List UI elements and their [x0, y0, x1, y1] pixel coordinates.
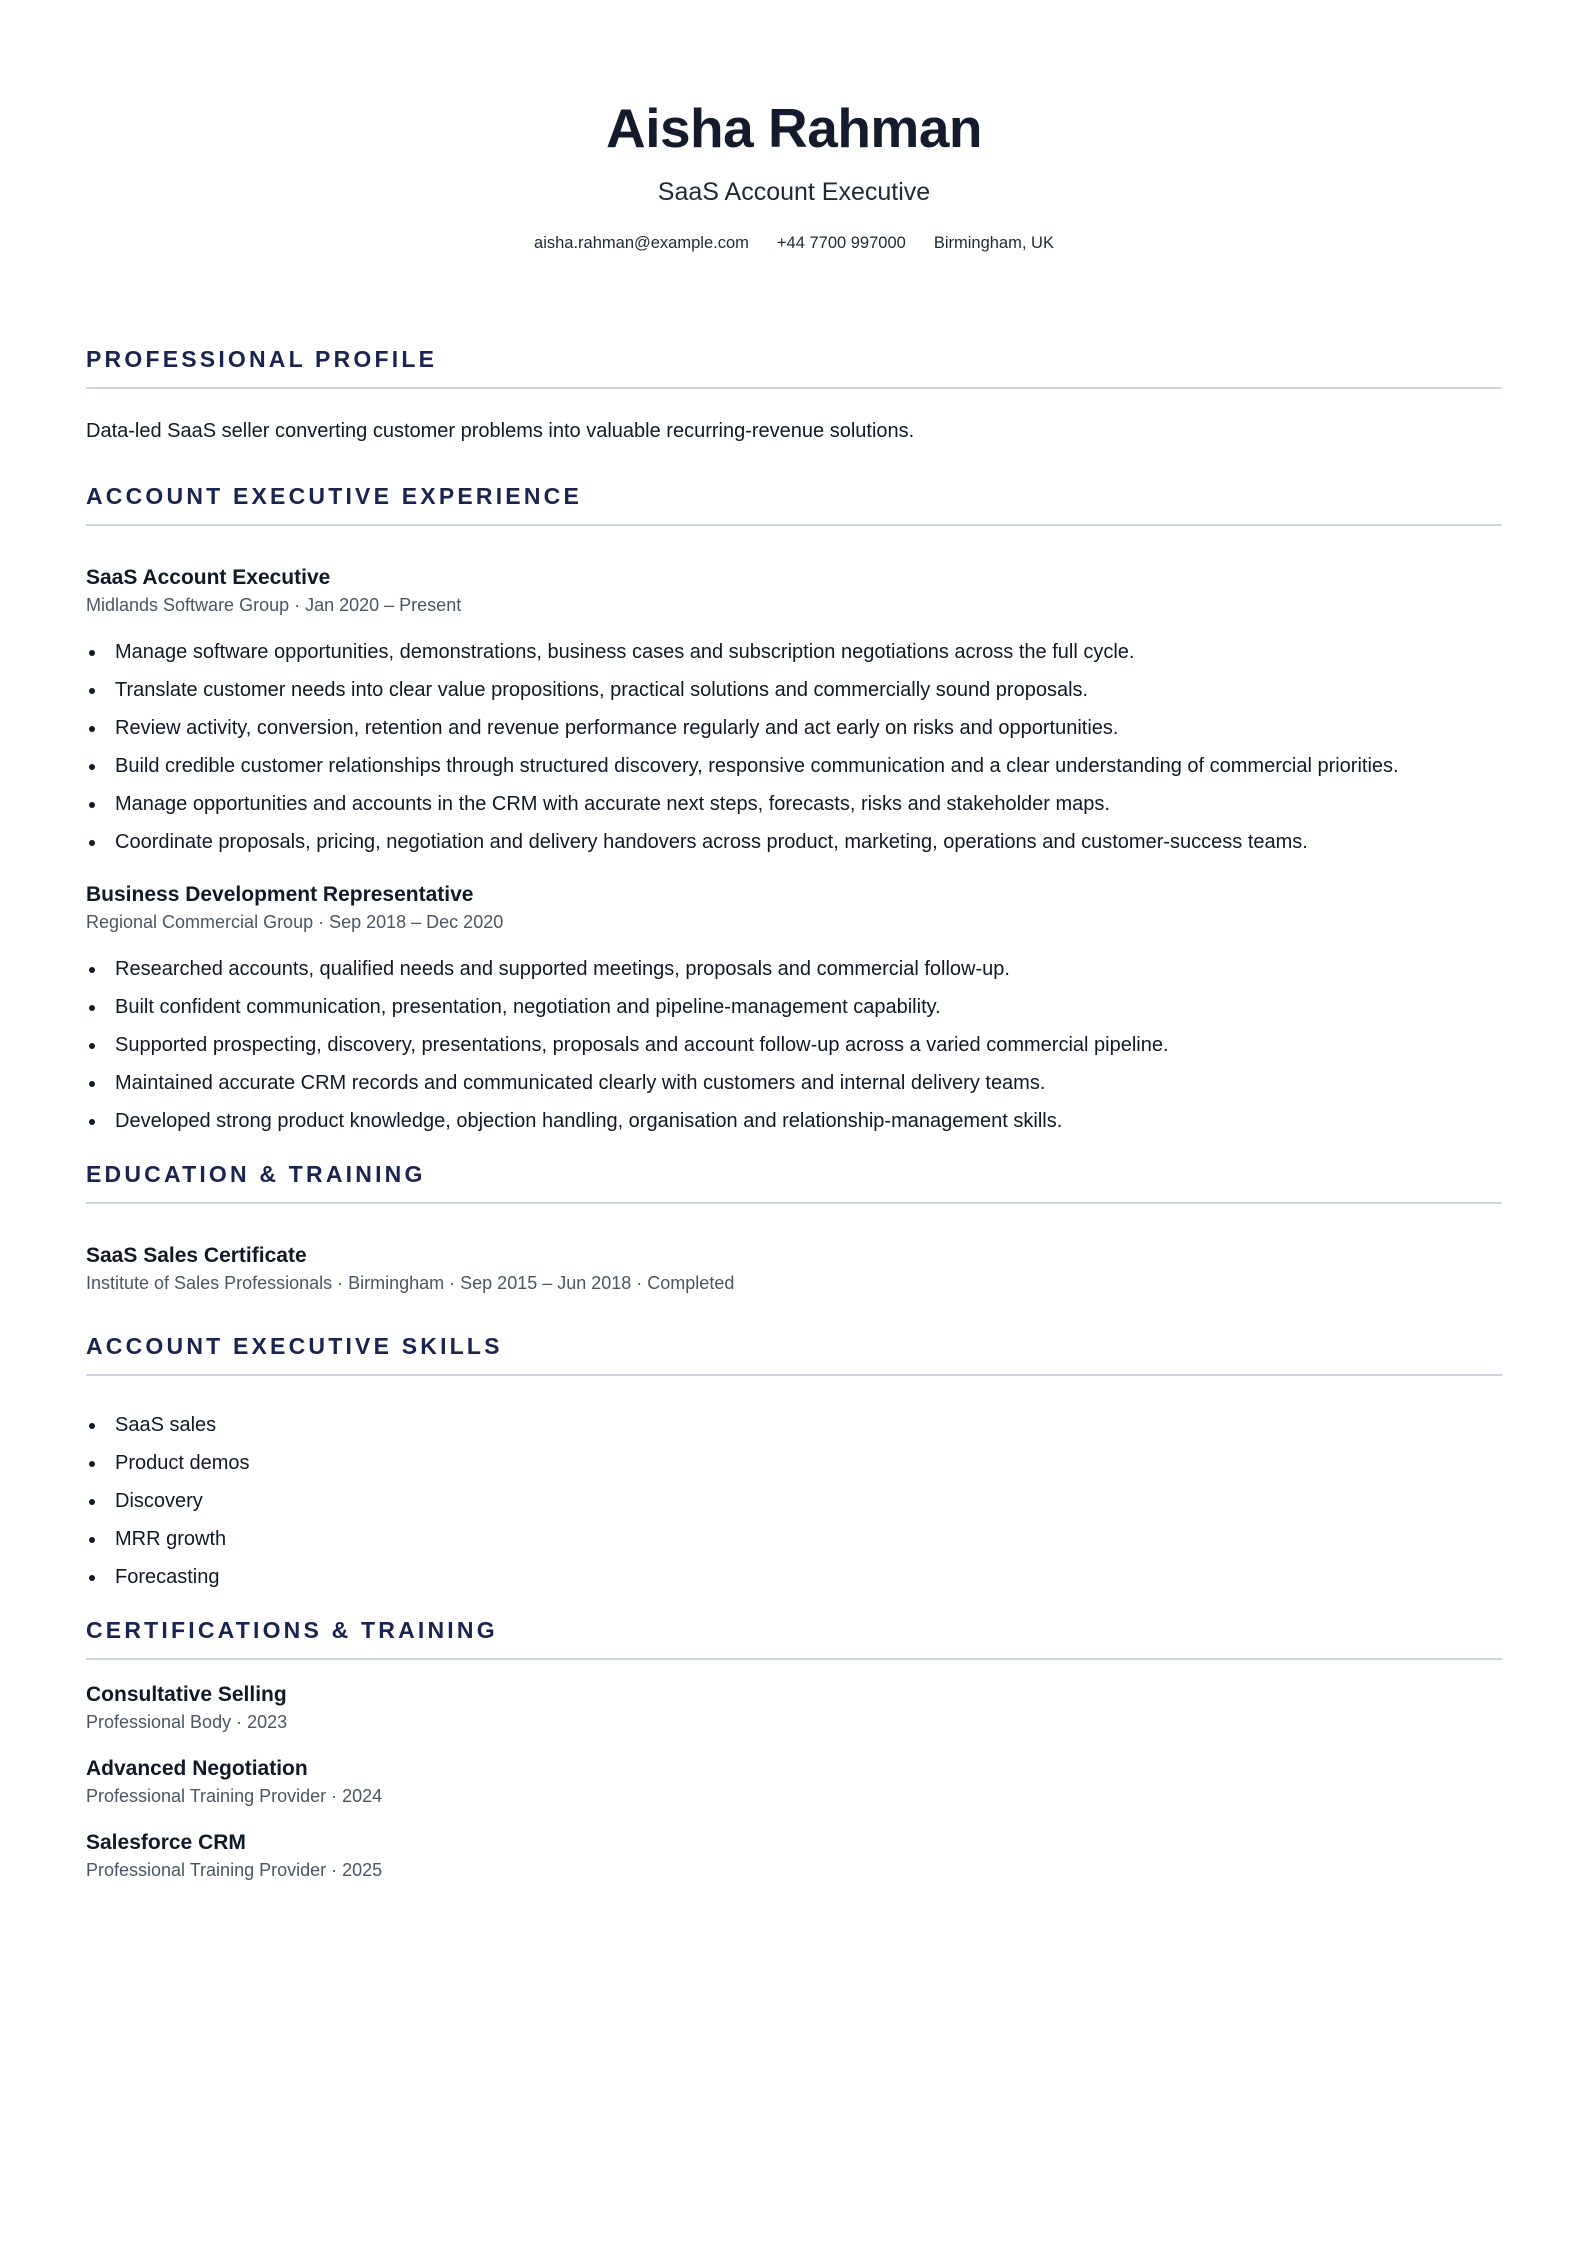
list-item: Review activity, conversion, retention and revenue performance regularly and act early on risks and opportunities. — [86, 714, 1502, 752]
list-item: SaaS sales — [86, 1411, 1502, 1449]
contact-email: aisha.rahman@example.com — [534, 234, 749, 252]
profile-heading: PROFESSIONAL PROFILE — [86, 346, 438, 372]
list-item: Developed strong product knowledge, objection handling, organisation and relationship-management skills. — [86, 1107, 1502, 1145]
skills-heading: ACCOUNT EXECUTIVE SKILLS — [86, 1333, 503, 1359]
certification-title: Salesforce CRM — [86, 1831, 246, 1854]
list-item: Researched accounts, qualified needs and supported meetings, proposals and commercial follow-up. — [86, 955, 1502, 993]
candidate-name: Aisha Rahman — [605, 97, 983, 159]
experience-role — [86, 881, 1502, 1145]
education-heading: EDUCATION & TRAINING — [86, 1161, 426, 1187]
resume-header — [86, 0, 1502, 254]
education-meta: Institute of Sales Professionals · Birmingham · Sep 2015 – Jun 2018 · Completed — [86, 1273, 735, 1293]
certification-item — [86, 1681, 1502, 1734]
certification-title: Advanced Negotiation — [86, 1757, 308, 1780]
contact-line — [86, 232, 1502, 254]
profile-section — [86, 344, 1502, 445]
list-item: Coordinate proposals, pricing, negotiation and delivery handovers across product, marketing, operations and customer-success teams. — [86, 828, 1502, 866]
education-item — [86, 1242, 1502, 1295]
list-item: Manage software opportunities, demonstrations, business cases and subscription negotiations across the full cycle. — [86, 638, 1502, 676]
contact-location: Birmingham, UK — [933, 234, 1054, 252]
certification-item — [86, 1755, 1502, 1808]
section-divider — [86, 1202, 1502, 1204]
skills-section — [86, 1331, 1502, 1601]
role-title: SaaS Account Executive — [86, 566, 331, 589]
contact-phone: +44 7700 997000 — [776, 234, 906, 252]
certifications-heading: CERTIFICATIONS & TRAINING — [86, 1617, 498, 1643]
section-divider — [86, 524, 1502, 526]
role-bullets — [86, 955, 1502, 1145]
education-title: SaaS Sales Certificate — [86, 1244, 307, 1267]
section-divider — [86, 1658, 1502, 1660]
experience-heading: ACCOUNT EXECUTIVE EXPERIENCE — [86, 483, 582, 509]
section-divider — [86, 1374, 1502, 1376]
list-item: Built confident communication, presentation, negotiation and pipeline-management capability. — [86, 993, 1502, 1031]
list-item: Build credible customer relationships through structured discovery, responsive communication and a clear understanding of commercial priorities. — [86, 752, 1502, 790]
certification-meta: Professional Training Provider · 2024 — [86, 1786, 383, 1806]
role-title: Business Development Representative — [86, 883, 474, 906]
experience-section — [86, 481, 1502, 1145]
role-meta: Midlands Software Group · Jan 2020 – Present — [86, 595, 462, 615]
profile-summary: Data-led SaaS seller converting customer problems into valuable recurring-revenue solutions. — [86, 420, 915, 442]
list-item: Translate customer needs into clear value propositions, practical solutions and commercially sound proposals. — [86, 676, 1502, 714]
certification-meta: Professional Training Provider · 2025 — [86, 1860, 383, 1880]
candidate-headline: SaaS Account Executive — [657, 178, 931, 206]
education-section — [86, 1159, 1502, 1295]
list-item: Maintained accurate CRM records and communicated clearly with customers and internal delivery teams. — [86, 1069, 1502, 1107]
experience-role — [86, 564, 1502, 866]
certification-title: Consultative Selling — [86, 1683, 287, 1706]
list-item: Supported prospecting, discovery, presentations, proposals and account follow-up across a varied commercial pipeline. — [86, 1031, 1502, 1069]
skills-list — [86, 1411, 1502, 1601]
certification-meta: Professional Body · 2023 — [86, 1712, 288, 1732]
list-item: Forecasting — [86, 1563, 1502, 1601]
list-item: Manage opportunities and accounts in the CRM with accurate next steps, forecasts, risks and stakeholder maps. — [86, 790, 1502, 828]
role-meta: Regional Commercial Group · Sep 2018 – Dec 2020 — [86, 912, 504, 932]
section-divider — [86, 387, 1502, 389]
list-item: Discovery — [86, 1487, 1502, 1525]
list-item: MRR growth — [86, 1525, 1502, 1563]
list-item: Product demos — [86, 1449, 1502, 1487]
role-bullets — [86, 638, 1502, 866]
certifications-section — [86, 1615, 1502, 1882]
certification-item — [86, 1829, 1502, 1882]
